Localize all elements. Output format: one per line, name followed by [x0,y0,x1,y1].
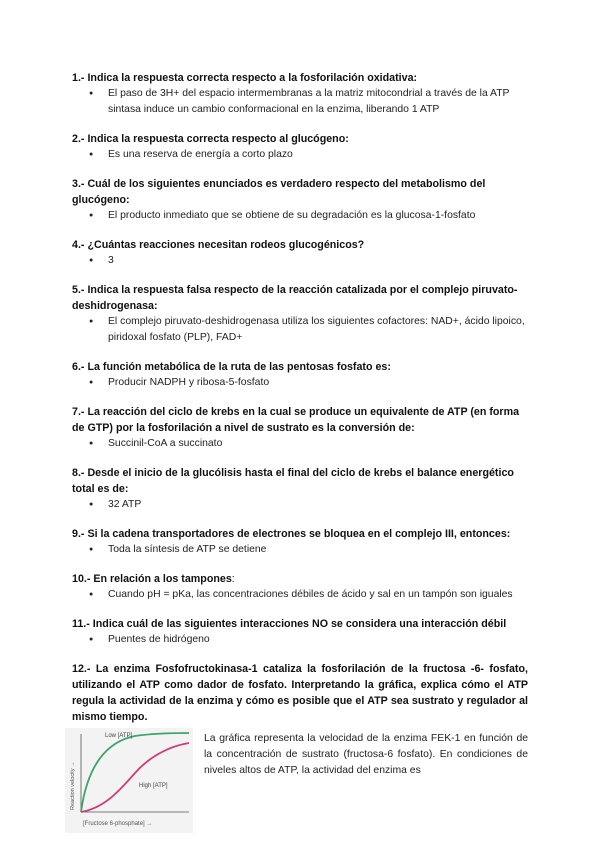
y-axis-label: Reaction velocity → [70,761,76,810]
answer-item: ● Succinil-CoA a succinato [72,436,528,452]
answer-item: ● 32 ATP [72,497,528,513]
question-6 [72,359,528,391]
document-page [72,70,528,738]
question-title: 8.- Desde el inicio de la glucólisis hasta el final del ciclo de krebs el balance energético total es de: [72,467,514,495]
question-title [72,571,528,587]
question-title: 9.- Si la cadena transportadores de electrones se bloquea en el complejo III, entonces: [72,528,511,540]
question-title: 2.- Indica la respuesta correcta respecto al glucógeno: [72,133,349,145]
question-title: 11.- Indica cuál de las siguientes interacciones NO se considera una interacción débil [72,618,507,630]
answer-item: ● Cuando pH = pKa, las concentraciones débiles de ácido y sal en un tampón son iguales [72,587,528,603]
x-axis-label: [Fructose 6-phosphate] → [83,821,153,827]
question-4 [72,237,528,269]
question-11 [72,616,528,648]
question-8 [72,465,528,513]
question-2 [72,131,528,163]
answer-item: ● Puentes de hidrógeno [72,632,528,648]
answer-item: ● El complejo piruvato-deshidrogenasa utiliza los siguientes cofactores: NAD+, ácido lipoico, piridoxal fosfato (PLP), FAD+ [72,314,528,346]
question-5 [72,282,528,346]
question-title: 4.- ¿Cuántas reacciones necesitan rodeos glucogénicos? [72,239,365,251]
low-atp-label: Low [ATP] [105,733,133,739]
answer-item: ● Toda la síntesis de ATP se detiene [72,542,528,558]
question-9 [72,526,528,558]
question-title: 5.- Indica la respuesta falsa respecto de la reacción catalizada por el complejo piruvato-deshidrogenasa: [72,284,518,312]
question-title: 12.- La enzima Fosfofructokinasa-1 cataliza la fosforilación de la fructosa -6- fosfato, utilizando el ATP como dador de fosfato. Interpretando la gráfica, explica cómo el ATP regula la actividad de la enzima y cómo es posible que el ATP sea sustrato y regulador al mismo tiempo. [72,663,528,723]
question-title-text: 10.- En relación a los tampones [72,573,232,585]
answer-item: ● 3 [72,253,528,269]
answer-item: ● El producto inmediato que se obtiene de su degradación es la glucosa-1-fosfato [72,208,528,224]
question-1 [72,70,528,118]
question-title: 3.- Cuál de los siguientes enunciados es verdadero respecto del metabolismo del glucógeno: [72,178,486,206]
answer-item: ● El paso de 3H+ del espacio intermembranas a la matriz mitocondrial a través de la ATP sintasa induce un cambio conformacional en la enzima, liberando 1 ATP [72,86,528,118]
question-7 [72,404,528,452]
question-title: 7.- La reacción del ciclo de krebs en la cual se produce un equivalente de ATP (en forma de GTP) por la fosforilación a nivel de sustrato es la conversión de: [72,406,520,434]
question-10 [72,571,528,603]
question-title-colon: : [231,573,235,585]
answer-item: ● Es una reserva de energía a corto plazo [72,147,528,163]
question-title: 1.- Indica la respuesta correcta respecto a la fosforilación oxidativa: [72,72,418,84]
question-12 [72,661,528,725]
answer-paragraph: La gráfica representa la velocidad de la enzima FEK-1 en función de la concentración de sustrato (fructosa-6 fosfato). En condiciones de niveles altos de ATP, la actividad del enzima es [204,733,528,776]
high-atp-label: High [ATP] [139,783,168,789]
atp-regulation-figure [65,728,193,833]
answer-item: ● Producir NADPH y ribosa-5-fosfato [72,375,528,391]
question-title: 6.- La función metabólica de la ruta de las pentosas fosfato es: [72,361,391,373]
question-3 [72,176,528,224]
